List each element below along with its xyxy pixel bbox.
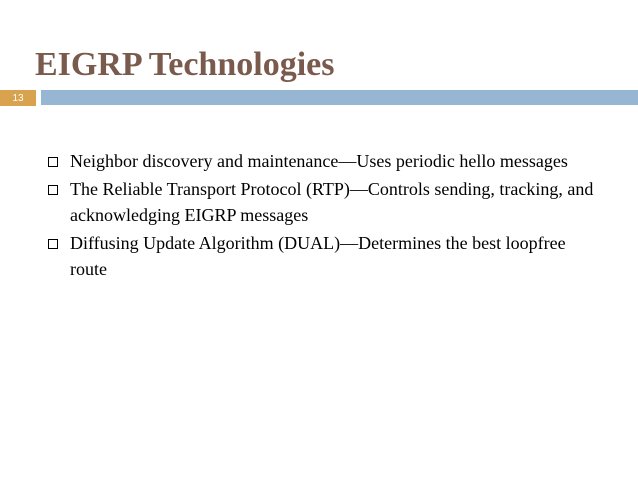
bullet-text: The Reliable Transport Protocol (RTP)—Controls sending, tracking, and acknowledging EIGRP messages: [70, 179, 594, 225]
slide-title: EIGRP Technologies: [35, 46, 335, 83]
bullet-text: Neighbor discovery and maintenance—Uses periodic hello messages: [70, 151, 568, 171]
slide-number-box: [0, 90, 36, 106]
header-bar: [41, 90, 638, 105]
bullet-text: Diffusing Update Algorithm (DUAL)—Determines the best loopfree route: [70, 233, 566, 279]
bullet-item: [46, 176, 596, 228]
slide-number: 13: [12, 92, 24, 104]
bullet-item: [46, 230, 596, 282]
hollow-square-bullet-icon: [48, 239, 58, 249]
hollow-square-bullet-icon: [48, 157, 58, 167]
bullet-item: [46, 148, 596, 174]
bullet-list: [46, 148, 596, 284]
hollow-square-bullet-icon: [48, 185, 58, 195]
